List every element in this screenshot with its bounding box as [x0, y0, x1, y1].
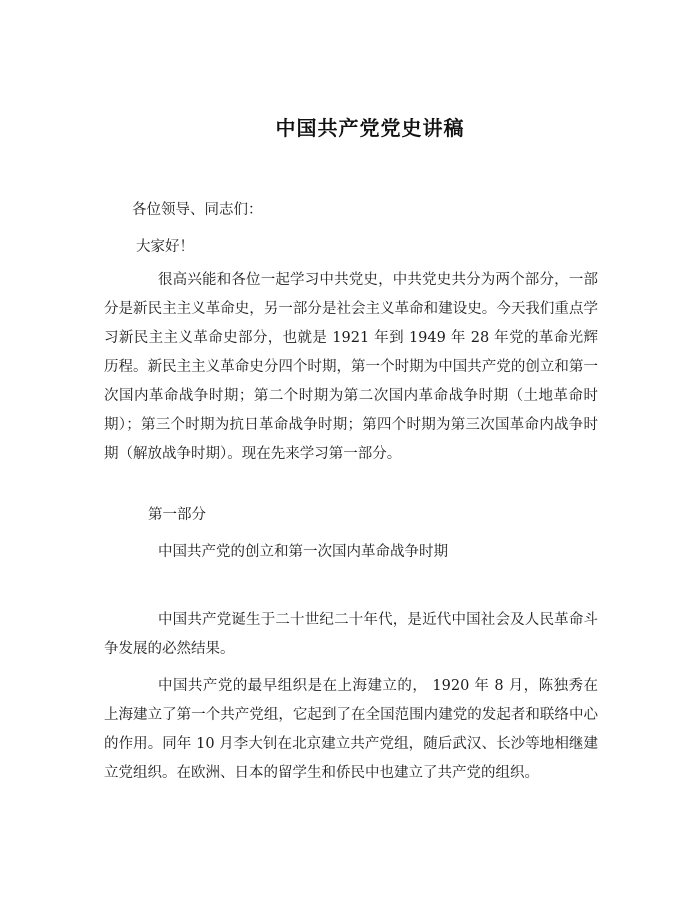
- body-paragraph-1: 中国共产党诞生于二十世纪二十年代，是近代中国社会及人民革命斗争发展的必然结果。: [104, 612, 598, 657]
- document-title: 中国共产党党史讲稿: [275, 116, 465, 140]
- intro-paragraph: 很高兴能和各位一起学习中共党史，中共党史共分为两个部分，一部分是新民主主义革命史，另一部分是社会主义革命和建设史。今天我们重点学习新民主主义革命史部分，也就是 1921 年到 1949 年 28 年党的革命光辉历程。新民主主义革命史分四个时期，第一个时期为中国共产党的创立和第一次国内革命战争时期；第二个时期为第二次国内革命战争时期（土地革命时期）；第三个时期为抗日革命战争时期；第四个时期为第三次国革命内战争时期（解放战争时期）。现在先来学习第一部分。: [104, 272, 598, 462]
- part-subheading: 中国共产党的创立和第一次国内革命战争时期: [158, 544, 448, 560]
- greeting: 大家好！: [136, 239, 194, 255]
- part-heading: 第一部分: [148, 507, 206, 523]
- body-paragraph-2: 中国共产党的最早组织是在上海建立的， 1920 年 8 月，陈独秀在上海建立了第一个共产党组，它起到了在全国范围内建党的发起者和联络中心的作用。同年 10 月李大钊在北京建立共产党组，随后武汉、长沙等地相继建立党组织。在欧洲、日本的留学生和侨民中也建立了共产党的组织。: [104, 678, 598, 781]
- salutation: 各位领导、同志们：: [132, 202, 263, 218]
